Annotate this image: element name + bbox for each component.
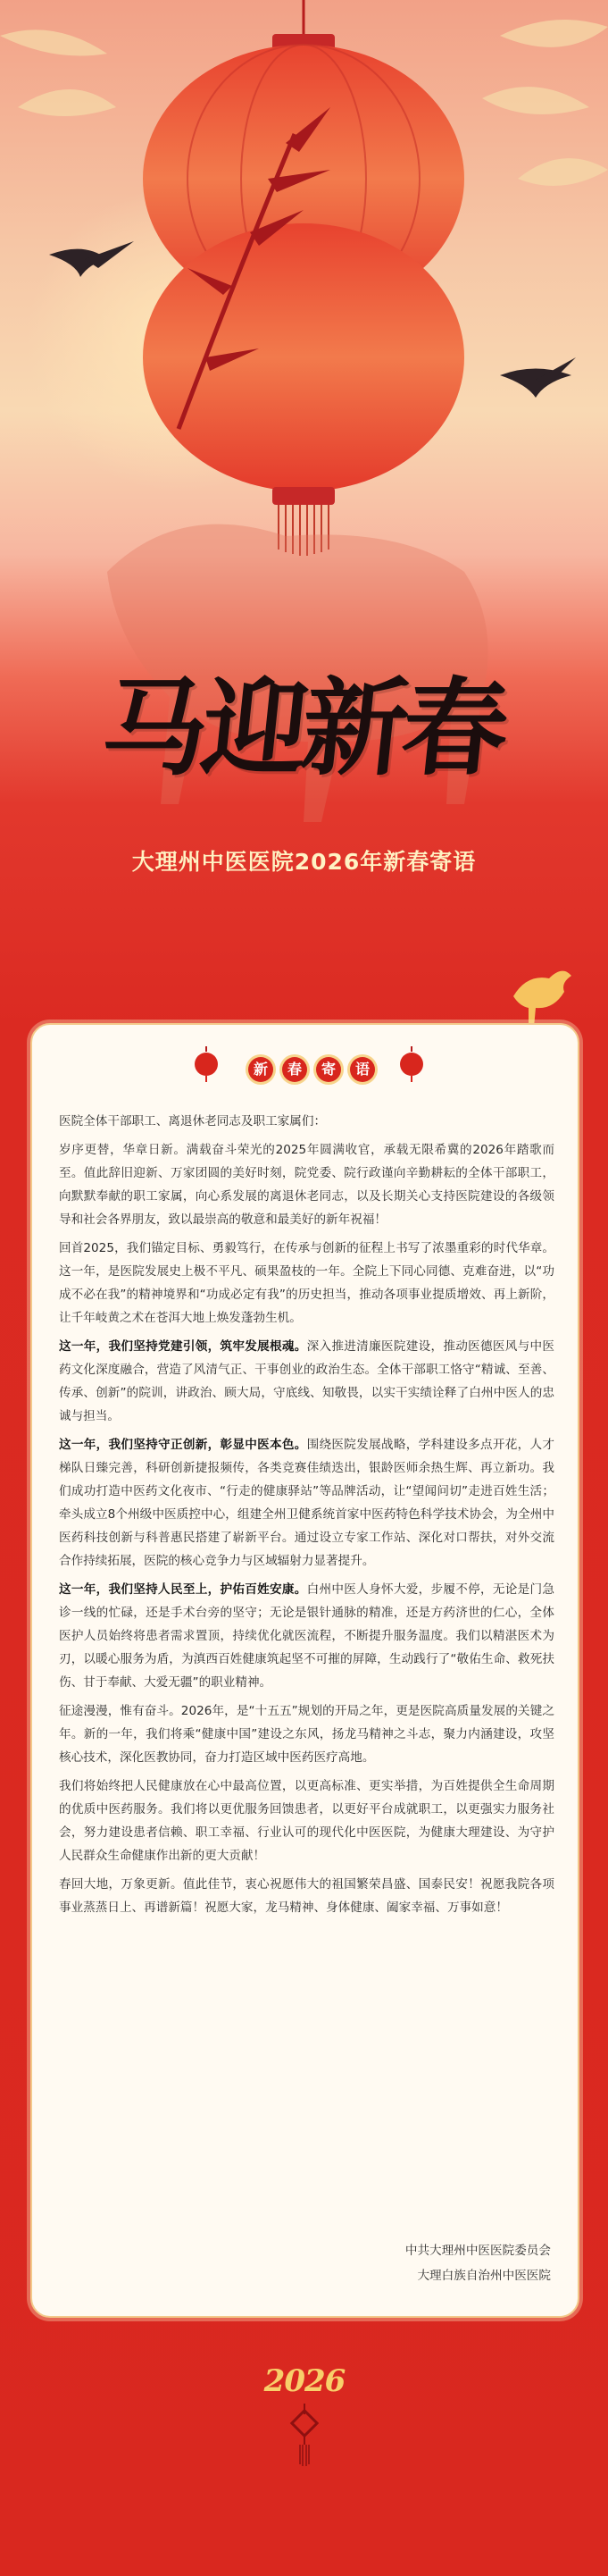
- paragraph: 征途漫漫，惟有奋斗。2026年，是“十五五”规划的开局之年，更是医院高质量发展的关键之年。新的一年，我们将乘“健康中国”建设之东风，扬龙马精神之斗志，聚力内涵建设，攻坚核心技术，深化医教协同，奋力打造区域中医药医疗高地。: [59, 1704, 554, 1765]
- swallow-right-icon: [500, 357, 576, 398]
- hero-calligraphy-title: 马迎新春: [96, 666, 510, 790]
- paragraph: 回首2025，我们锚定目标、勇毅笃行，在传承与创新的征程上书写了浓墨重彩的时代华章。这一年，是医院发展史上极不平凡、硕果盈枝的一年。全院上下同心同德、克难奋进，以“功成不必在我”的精神境界和“功成必定有我”的历史担当，推动各项事业提质增效、再上新阶，让千年岐黄之术在苍洱大地上焕发蓬勃生机。: [59, 1241, 554, 1325]
- chinese-knot-icon: [289, 2404, 320, 2466]
- footer-year: 2026: [263, 2363, 346, 2399]
- paragraph: 我们将始终把人民健康放在心中最高位置，以更高标准、更实举措，为百姓提供全生命周期的优质中医药服务。我们将以更优服务回馈患者，以更好平台成就职工，以更强实力服务社会，努力建设患者信赖、职工幸福、行业认可的现代化中医医院，为健康大理建设、为守护人民群众生命健康作出新的更大贡献！: [59, 1779, 554, 1863]
- lantern-body: [143, 45, 464, 491]
- lantern-right-icon: [398, 1046, 425, 1082]
- badge-char-4: 语: [350, 1057, 375, 1082]
- paragraph: 岁序更替，华章日新。满载奋斗荣光的2025年圆满收官，承载无限希冀的2026年踏歌而至。值此辞旧迎新、万家团圆的美好时刻，院党委、院行政谨向辛勤耕耘的全体干部职工，向默默奉献的职工家属，向心系发展的离退休老同志，以及长期关心支持医院建设的各级领导和社会各界朋友，致以最崇高的敬意和最美好的新年祝福！: [59, 1143, 554, 1227]
- signature-line: 中共大理州中医医院委员会: [404, 2244, 551, 2258]
- paragraph: 这一年，我们坚持守正创新，彰显中医本色。围绕医院发展战略，学科建设多点开花，人才梯队日臻完善，科研创新捷报频传，各类竞赛佳绩迭出，银龄医师余热生辉、再立新功。我们成功打造中医药文化夜市、“行走的健康驿站”等品牌活动，让“望闻问切”走进百姓生活；牵头成立8个州级中医质控中心，组建全州卫健系统首家中医药特色科学技术协会，为全州中医药科技创新与科普惠民搭建了崭新平台。通过设立专家工作站、深化对口帮扶，对外交流合作持续拓展，医院的核心竞争力与区域辐射力显著提升。: [59, 1438, 555, 1568]
- greeting-card: [30, 1023, 579, 2318]
- badge-char-3: 寄: [316, 1057, 341, 1082]
- badge-char-1: 新: [248, 1057, 273, 1082]
- card-header: [32, 1043, 578, 1096]
- salutation: 医院全体干部职工、离退休老同志及职工家属们：: [59, 1114, 327, 1129]
- horse-icon: [513, 971, 571, 1028]
- signature-line: 大理白族自治州中医医院: [417, 2269, 551, 2283]
- badge-char-2: 春: [282, 1057, 307, 1082]
- paragraph-lead: 这一年，我们坚持人民至上，护佑百姓安康。: [59, 1582, 307, 1597]
- hero-subtitle: 大理州中医医院2026年新春寄语: [131, 849, 477, 875]
- paragraph-lead: 这一年，我们坚持守正创新，彰显中医本色。: [59, 1438, 307, 1452]
- signature-block: [405, 2238, 551, 2288]
- paragraph: 这一年，我们坚持党建引领，筑牢发展根魂。深入推进清廉医院建设，推动医德医风与中医药文化深度融合，营造了风清气正、干事创业的政治生态。全体干部职工恪守“精诚、至善、传承、创新”的院训，讲政治、顾大局，守底线、知敬畏，以实干实绩诠释了白州中医人的忠诚与担当。: [59, 1339, 555, 1423]
- paragraph: 这一年，我们坚持人民至上，护佑百姓安康。白州中医人身怀大爱，步履不停，无论是门急诊一线的忙碌，还是手术台旁的坚守；无论是银针通脉的精准，还是方药济世的仁心，全体医护人员始终将患者需求置顶，持续优化就医流程，不断提升服务温度。我们以精湛医术为刃，以暖心服务为盾，为滇西百姓健康筑起坚不可摧的屏障，生动践行了“敬佑生命、救死扶伤、甘于奉献、大爱无疆”的职业精神。: [59, 1582, 555, 1690]
- paragraph: 春回大地，万象更新。值此佳节，衷心祝愿伟大的祖国繁荣昌盛、国泰民安！祝愿我院各项事业蒸蒸日上、再谱新篇！祝愿大家，龙马精神、身体健康、阖家幸福、万事如意！: [59, 1877, 554, 1915]
- lantern-left-icon: [193, 1046, 220, 1082]
- letter-body: [59, 1110, 554, 1925]
- hero-banner: [0, 0, 608, 1028]
- paragraph-lead: 这一年，我们坚持党建引领，筑牢发展根魂。: [59, 1339, 307, 1354]
